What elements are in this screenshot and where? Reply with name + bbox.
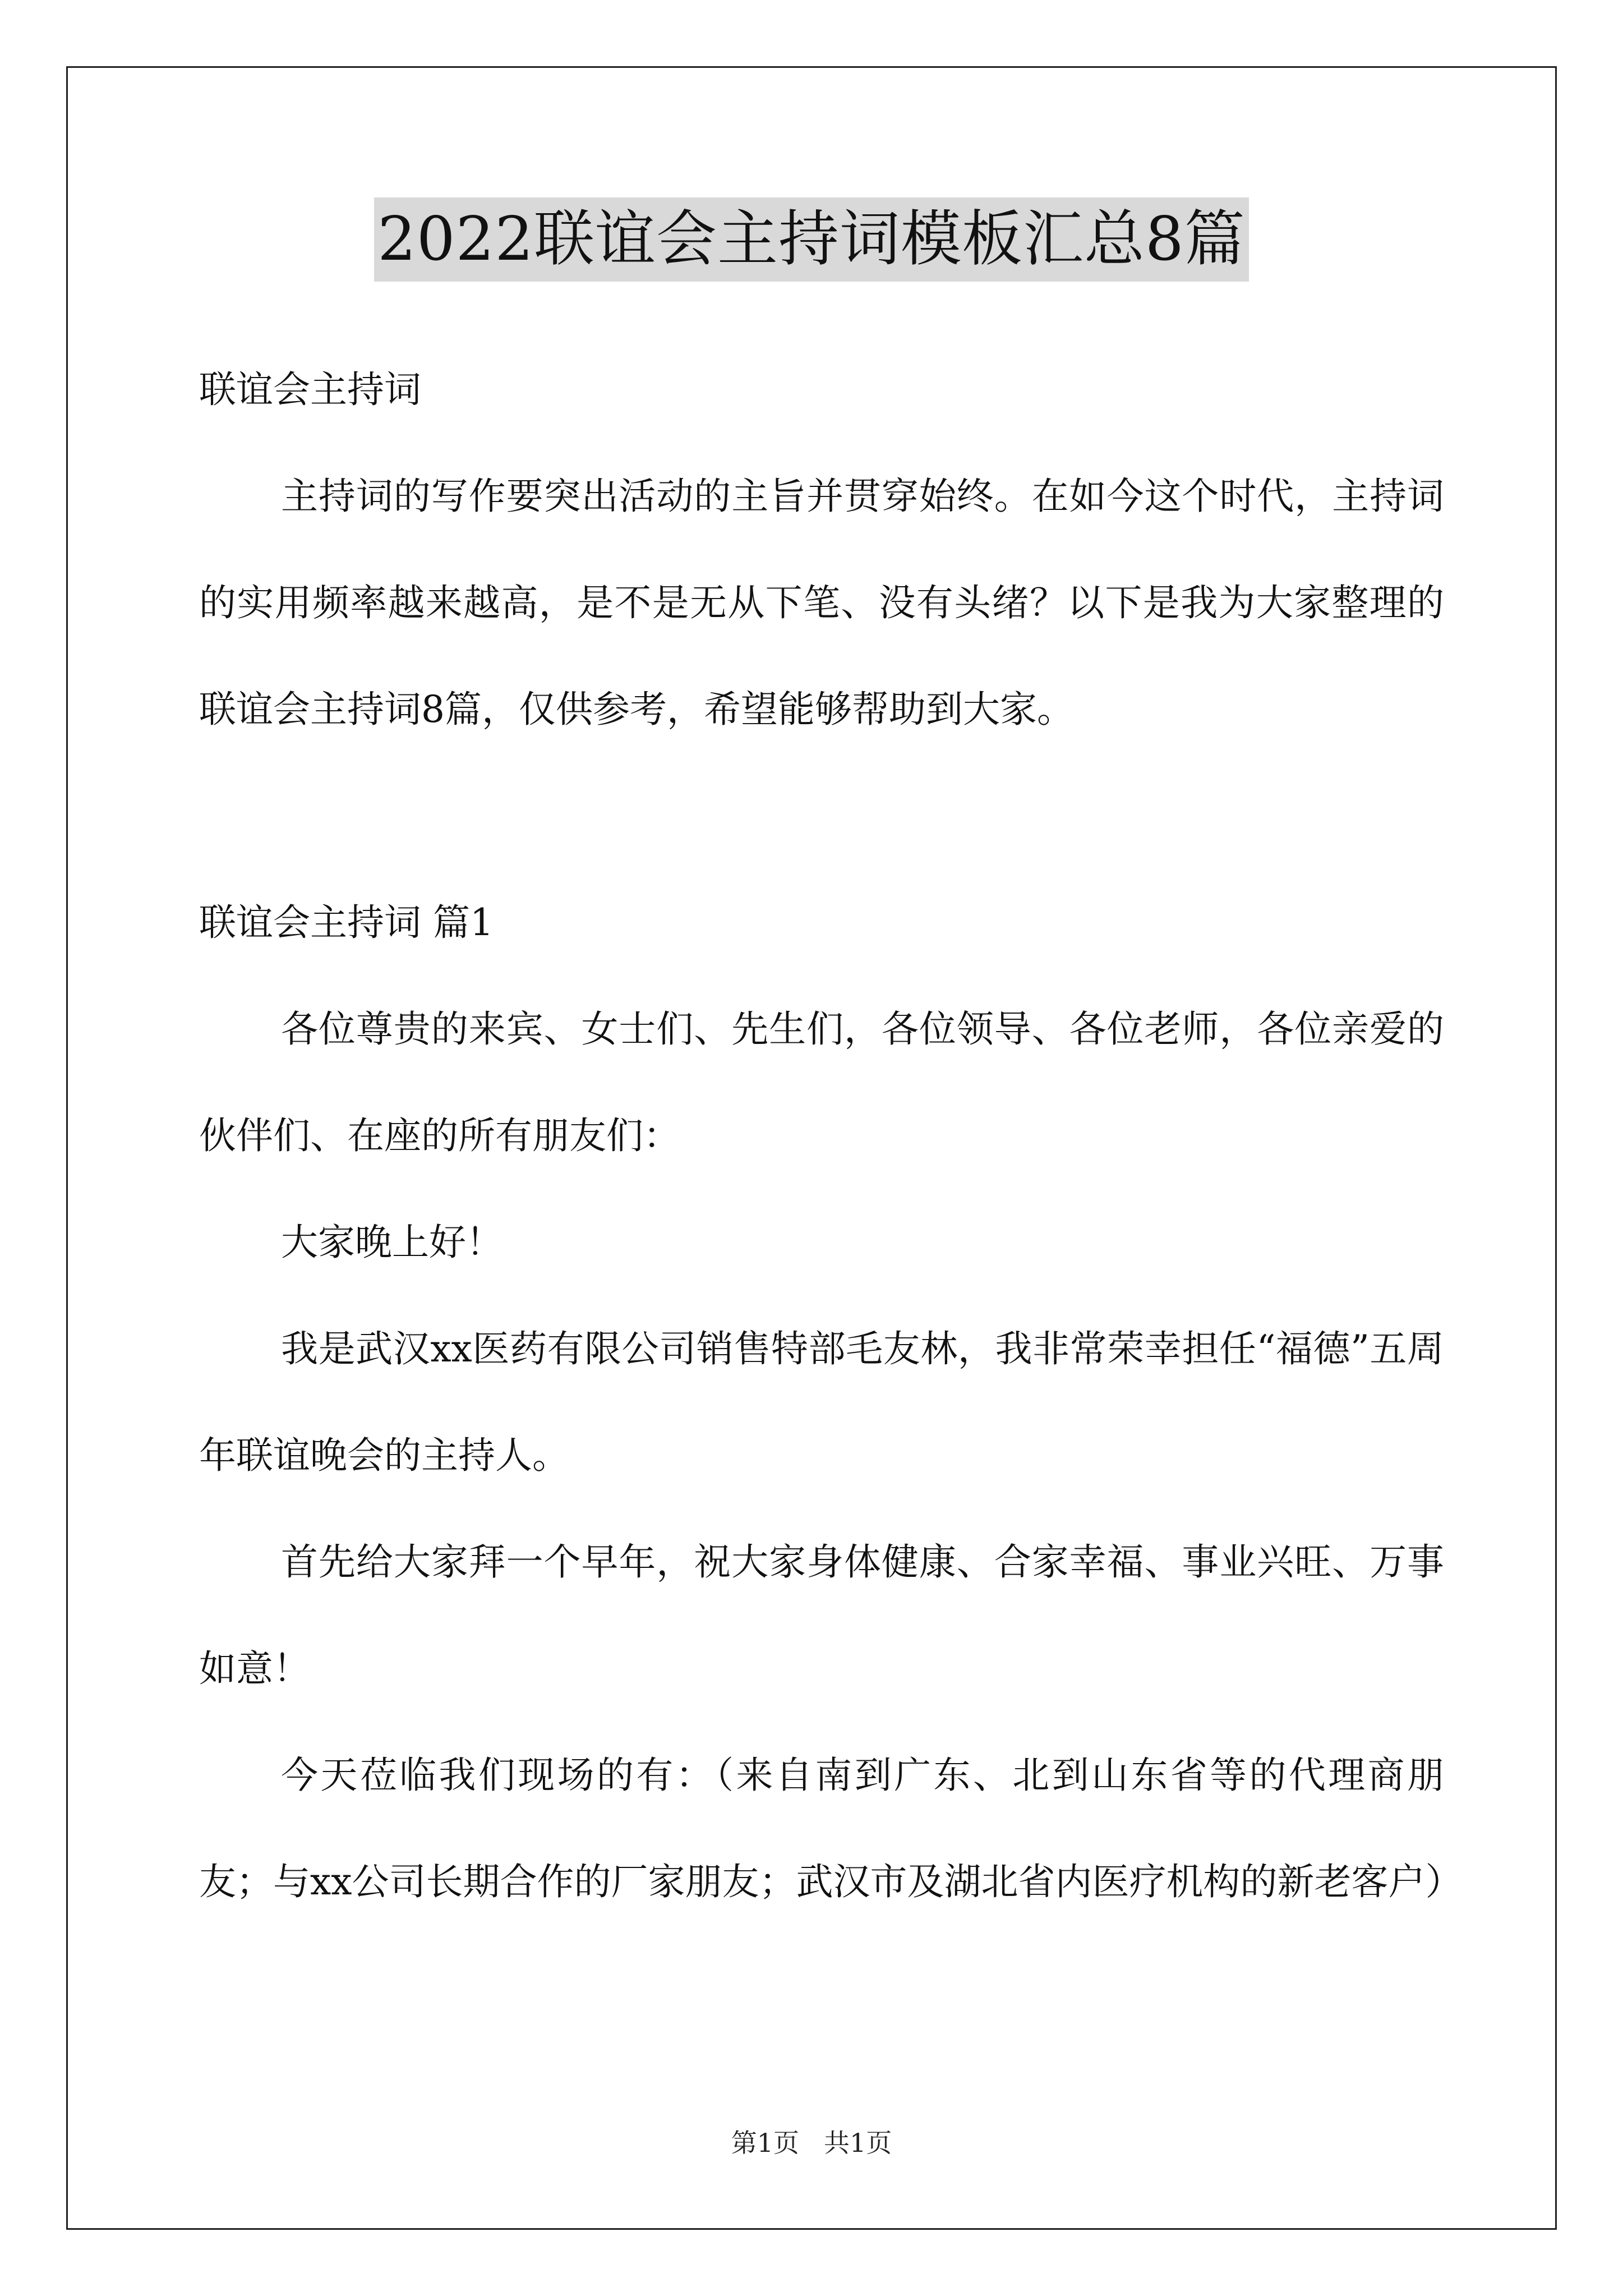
body-paragraph: 大家晚上好！ xyxy=(281,1221,503,1264)
body-paragraph: 我是武汉xx医药有限公司销售特部毛友林，我非常荣幸担任“福德”五周年联谊晚会的主持人。 xyxy=(199,1327,1444,1477)
section-gap xyxy=(199,763,1444,869)
document-body xyxy=(199,337,1463,1935)
page-total: 共1页 xyxy=(824,2128,892,2158)
body-paragraph: 首先给大家拜一个早年，祝大家身体健康、合家幸福、事业兴旺、万事如意！ xyxy=(199,1540,1444,1690)
section-heading: 联谊会主持词 篇1 xyxy=(199,901,494,944)
title-wrap xyxy=(0,197,1623,282)
page-number: 第1页 xyxy=(731,2128,799,2158)
body-paragraph: 各位尊贵的来宾、女士们、先生们，各位领导、各位老师，各位亲爱的伙伴们、在座的所有朋友们： xyxy=(199,1007,1444,1157)
page-footer xyxy=(0,2126,1623,2160)
intro-paragraph: 主持词的写作要突出活动的主旨并贯穿始终。在如今这个时代，主持词的实用频率越来越高，是不是无从下笔、没有头绪？以下是我为大家整理的联谊会主持词8篇，仅供参考，希望能够帮助到大家。 xyxy=(199,475,1444,731)
main-heading: 联谊会主持词 xyxy=(199,368,421,411)
document-title: 2022联谊会主持词模板汇总8篇 xyxy=(374,197,1249,282)
body-paragraph: 今天莅临我们现场的有：（来自南到广东、北到山东省等的代理商朋友；与xx公司长期合作的厂家朋友；武汉市及湖北省内医疗机构的新老客户） xyxy=(199,1754,1463,1903)
